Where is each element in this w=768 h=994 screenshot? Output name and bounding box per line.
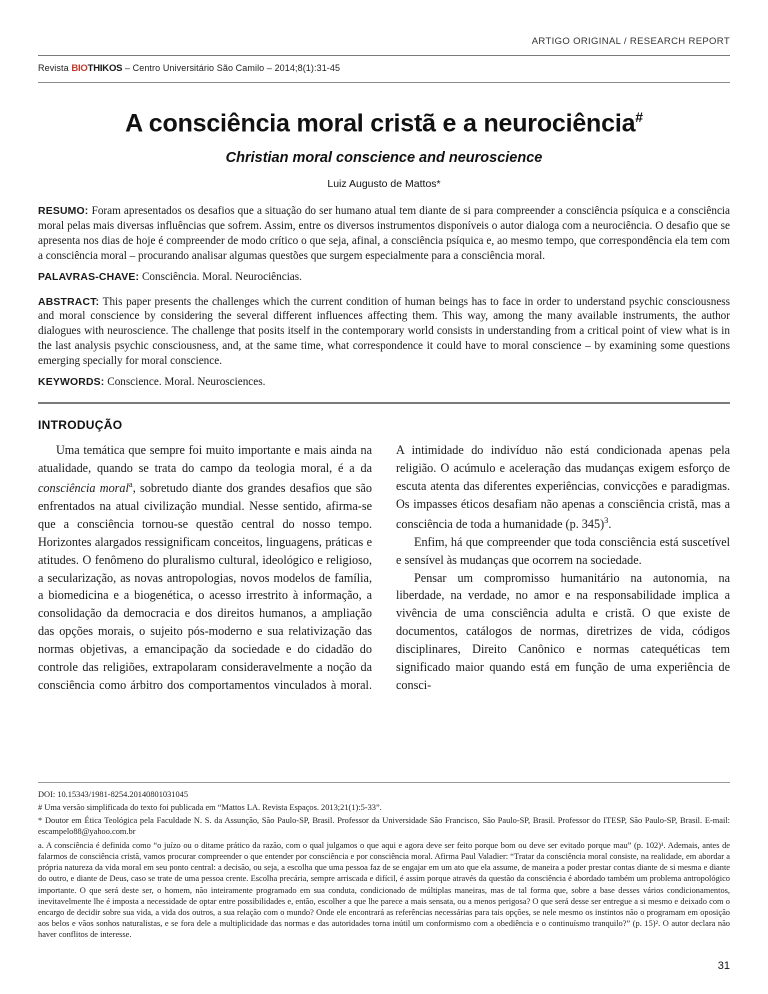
running-head: ARTIGO ORIGINAL / RESEARCH REPORT — [531, 36, 730, 47]
footnotes — [38, 789, 730, 940]
resumo-label: RESUMO: — [38, 206, 89, 218]
palavras-chave-paragraph — [38, 270, 730, 285]
italic-term: consciência moral — [38, 480, 129, 495]
body-paragraph-1: Uma temática que sempre foi muito importante e mais ainda na atualidade, quando se trata do campo da teologia moral, é a da consciência moral$^a$, sobretudo diante dos grandes desafios que são enfrentados na atual civilização mundial. Nesse sentido, afirma-se que a consciência tornou-se questão central do nosso tempo. Horizontes alargados ressignificam conceitos, linguagens, práticas e atitudes. O fenômeno do pluralismo cultural, ideológico e religioso, a secularização, as novas antropologias, novos modelos de família, a biomedicina e a biogenética, o acesso irrestrito à informação, a consolidação da democracia e dos direitos humanos, a ampliação das opções morais, o sujeito pós-moderno e sua relativização das normas objetivas, a emancipação da sociedade e do cidadão do controle das religiões, extrapolaram consideravelmente a noção da consciência como árbitro dos comportamentos vinculados à moral. A intimidade do indivíduo não está condicionada apenas pela religião. O acúmulo e aceleração das mudanças exigem esforço de escuta atenta das diferentes experiências, convicções e paradigmas. Os impasses éticos desafiam não apenas a consciência cristã, mas a consciência de toda a humanidade (p. 345)$^3$. — [38, 442, 730, 693]
footnote-a: a. A consciência é definida como “o juízo ou o ditame prático da razão, com o qual julgamos o que aqui e agora deve ser feito porque bom ou deve ser evitado porque mau” (p. 102)¹. Ademais, antes de falarmos de consciência cristã, vamos procurar compreender o que entender por consciência e por consciência moral. Afirma Paul Valadier: “Tratar da consciência moral consiste, na realidade, em abordar a própria natureza da vida moral em seu ponto central: a decisão, ou seja, a escolha que uma pessoa faz de se engajar em um ato que ela assume, de maneira a poder prestar contas diante de si mesma e diante do outro, e diante de Deus, caso se trate de uma pessoa crente. Escolha precária, sempre arriscada e difícil, é assim porque através da questão da consciência é abordado também um problema antropológico importante. O que será deste ser, o homem, não inteiramente programado em sua conduta, condicionado de múltiplas maneiras, mas de tal forma que, sobre a base desses vários condicionamentos, inevitavelmente lhe é imposta a necessidade de optar entre possibilidades e, então, escolher a que lhe parece a mais sensata, ou a menos perigosa? O que será desse ser entregue a si mesmo e deixado com o encargo de decidir sobre sua vida, a vida dos outros, a sua relação com o mundo? Onde ele encontrará as referências necessárias para tais opções, se nele mesmo os instintos não o programam em oposição aos belos e vãos sonhos naturalistas, e se fora dele a multiplicidade das normas e das autoridades torna inútil um conformismo com a obediência e o continuísmo tranquilo?” (p. 15)². O autor declara não haver conflitos de interesse. — [38, 841, 730, 939]
abstract-divider — [38, 402, 730, 404]
journal-prefix: Revista — [38, 63, 72, 73]
abstract-paragraph — [38, 295, 730, 369]
title-block — [38, 109, 730, 190]
body-paragraph-2: Enfim, há que compreender que toda consciência está suscetível e sensível às mudanças que ocorrem na sociedade. — [396, 534, 730, 567]
journal-brand — [71, 63, 122, 74]
page-title — [38, 109, 730, 138]
title-footnote-marker: # — [635, 109, 643, 125]
abstract-block — [38, 204, 730, 390]
resumo-paragraph — [38, 204, 730, 264]
journal-citation-line — [38, 63, 730, 74]
journal-brand-thikos: THIKOS — [87, 63, 123, 74]
keywords-paragraph — [38, 375, 730, 390]
article-authors: Luiz Augusto de Mattos* — [327, 178, 441, 191]
article-subtitle: Christian moral conscience and neuroscience — [225, 150, 543, 167]
section-heading-introducao: INTRODUÇÃO — [38, 417, 123, 432]
body-paragraph-3: Pensar um compromisso humanitário na autonomia, na liberdade, na verdade, no amor e na responsabilidade implica a vivência de uma consciência adulta e cristã. O que existe de documentos, catálogos de normas, diretrizes de vida, códigos disciplinares, Direito Canônico e normas catequéticas tem significado maior quando está em função de uma experiência de consci- — [396, 570, 730, 693]
journal-rule — [38, 82, 730, 83]
footnotes-block — [38, 772, 730, 942]
italic-term-marker: a — [128, 478, 133, 489]
page-number: 31 — [717, 960, 730, 972]
footnote-doi: DOI: 10.15343/1981-8254.20140801031045 — [38, 789, 189, 799]
footnote-hash: # Uma versão simplificada do texto foi publicada em “Mattos LA. Revista Espaços. 2013;21(1):5-33”. — [38, 802, 382, 812]
palavras-chave-label: PALAVRAS-CHAVE: — [38, 271, 140, 283]
article-title-text: A consciência moral cristã e a neurociência — [125, 109, 636, 138]
keywords-label: KEYWORDS: — [38, 376, 105, 388]
journal-brand-bio: BIO — [71, 63, 88, 74]
body-columns — [38, 442, 730, 695]
citation-marker-3: 3 — [604, 514, 609, 525]
footnote-star: * Doutor em Ética Teológica pela Faculdade N. S. da Assunção, São Paulo-SP, Brasil. Professor da Universidade São Francisco, São Paulo-SP, Brasil. Professor do ITESP, São Paulo-SP, Brasil. E-mail: escampelo88@yahoo.com.br — [38, 815, 730, 837]
journal-suffix: – Centro Universitário São Camilo – 2014;8(1):31-45 — [122, 63, 341, 73]
abstract-label: ABSTRACT: — [38, 296, 100, 308]
resumo-text: Foram apresentados os desafios que a situação do ser humano atual tem diante de si para compreender a consciência psíquica e a consciência moral pelas mais diversas influências que sofrem. Assim, entre os diversos instrumentos disponíveis o autor dialoga com a neurociência. O desafio que se apresenta nos dias de hoje é compreender de modo crítico o que seja, afinal, a consciência psíquica e, ao mesmo tempo, que correspondência ela tem com a consciência moral – procurando analisar algumas questões que surgem especialmente para a consciência moral. — [38, 205, 730, 262]
header-rule — [38, 55, 730, 56]
footnote-rule — [38, 782, 730, 783]
abstract-text: This paper presents the challenges which the current condition of human beings has to face in order to understand psychic consciousness and moral conscience by considering the several different influences affecting them. This way, among the many available instruments, the author dialogues with neuroscience. The challenge that posits itself in the contemporary world consists in understanding from a critical point of view what is in the last analysis psychic consciousness, and, at the same time, what correspondence it could have to moral conscience – by examining some questions emerging specially for moral conscience. — [38, 295, 730, 368]
keywords-text: Conscience. Moral. Neurosciences. — [104, 375, 266, 388]
palavras-chave-text: Consciência. Moral. Neurociências. — [139, 270, 302, 283]
